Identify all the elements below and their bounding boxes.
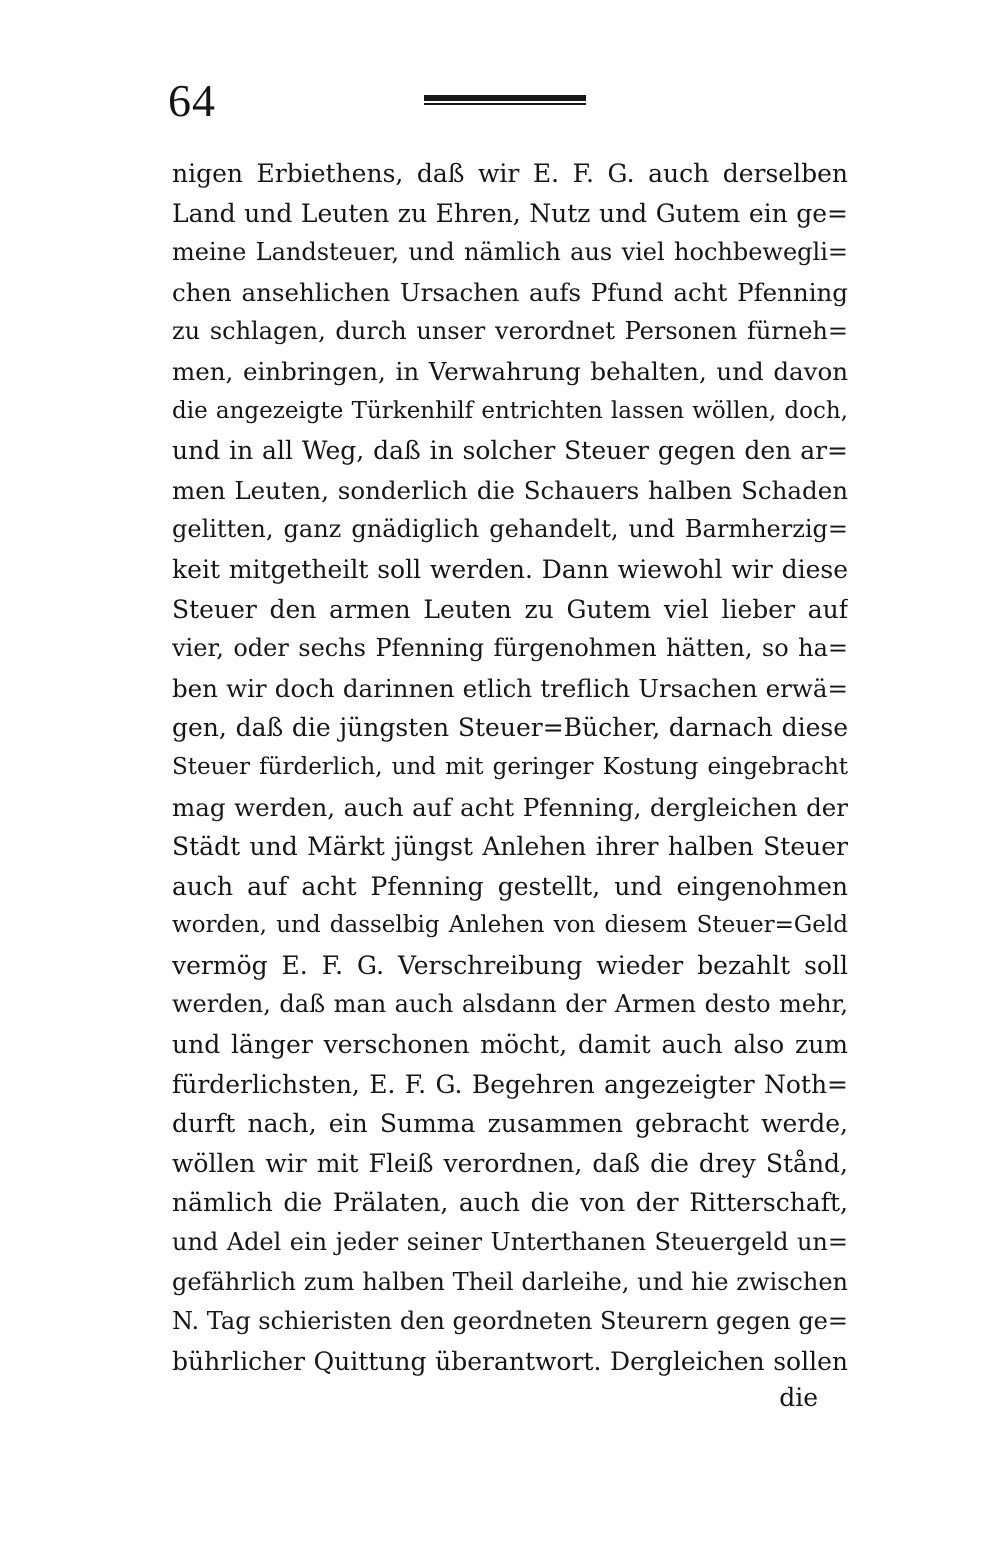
text-line: Land und Leuten zu Ehren, Nutz und Gutem ein ge= xyxy=(172,198,848,228)
header-rule-thick xyxy=(424,95,586,101)
text-line: und länger verschonen möcht, damit auch also zum xyxy=(172,1030,848,1060)
text-line: vermög E. F. G. Verschreibung wieder bezahlt soll xyxy=(172,950,848,980)
text-line: die angezeigte Türkenhilf entrichten lassen wöllen, doch, xyxy=(172,397,848,424)
text-line: keit mitgetheilt soll werden. Dann wiewohl wir diese xyxy=(172,554,848,584)
text-line: men Leuten, sonderlich die Schauers halben Schaden xyxy=(172,475,848,505)
text-line: chen ansehlichen Ursachen aufs Pfund acht Pfenning xyxy=(172,277,848,307)
text-line: N. Tag schieristen den geordneten Steurern gegen ge= xyxy=(172,1307,848,1336)
text-line: worden, und dasselbig Anlehen von diesem Steuer=Geld xyxy=(172,912,848,939)
text-line: werden, daß man auch alsdann der Armen desto mehr, xyxy=(172,990,848,1019)
page-number: 64 xyxy=(168,75,216,126)
text-line: bührlicher Quittung überantwort. Dergleichen sollen xyxy=(172,1346,848,1376)
text-line: zu schlagen, durch unser verordnet Personen fürneh= xyxy=(172,317,848,346)
catchword: die xyxy=(779,1383,818,1412)
text-line: Steuer den armen Leuten zu Gutem viel lieber auf xyxy=(172,594,848,624)
text-line: mag werden, auch auf acht Pfenning, dergleichen der xyxy=(172,792,848,822)
text-line: gen, daß die jüngsten Steuer=Bücher, darnach diese xyxy=(172,713,848,743)
text-line: vier, oder sechs Pfenning fürgenohmen hätten, so ha= xyxy=(172,634,848,663)
header-rule-thin xyxy=(424,103,586,105)
text-line: wöllen wir mit Fleiß verordnen, daß die drey Stånd, xyxy=(172,1148,848,1178)
text-line: ben wir doch darinnen etlich treflich Ursachen erwä= xyxy=(172,673,848,703)
text-line: meine Landsteuer, und nämlich aus viel hochbewegli= xyxy=(172,238,848,267)
text-line: men, einbringen, in Verwahrung behalten, und davon xyxy=(172,356,848,386)
body-text xyxy=(172,154,848,1381)
text-line: fürderlichsten, E. F. G. Begehren angezeigter Noth= xyxy=(172,1069,848,1099)
text-line: und in all Weg, daß in solcher Steuer gegen den ar= xyxy=(172,436,848,466)
text-line: auch auf acht Pfenning gestellt, und eingenohmen xyxy=(172,871,848,901)
text-line: Steuer fürderlich, und mit geringer Kostung eingebracht xyxy=(172,753,848,780)
text-line: gelitten, ganz gnädiglich gehandelt, und Barmherzig= xyxy=(172,515,848,544)
text-line: durft nach, ein Summa zusammen gebracht werde, xyxy=(172,1109,848,1139)
header-rule xyxy=(424,95,586,107)
text-line: gefährlich zum halben Theil darleihe, und hie zwischen xyxy=(172,1267,848,1296)
text-line: Städt und Märkt jüngst Anlehen ihrer halben Steuer xyxy=(172,832,848,862)
text-line: nigen Erbiethens, daß wir E. F. G. auch derselben xyxy=(172,159,848,188)
text-line: und Adel ein jeder seiner Unterthanen Steuergeld un= xyxy=(172,1228,848,1257)
text-line: nämlich die Prälaten, auch die von der Ritterschaft, xyxy=(172,1188,848,1218)
